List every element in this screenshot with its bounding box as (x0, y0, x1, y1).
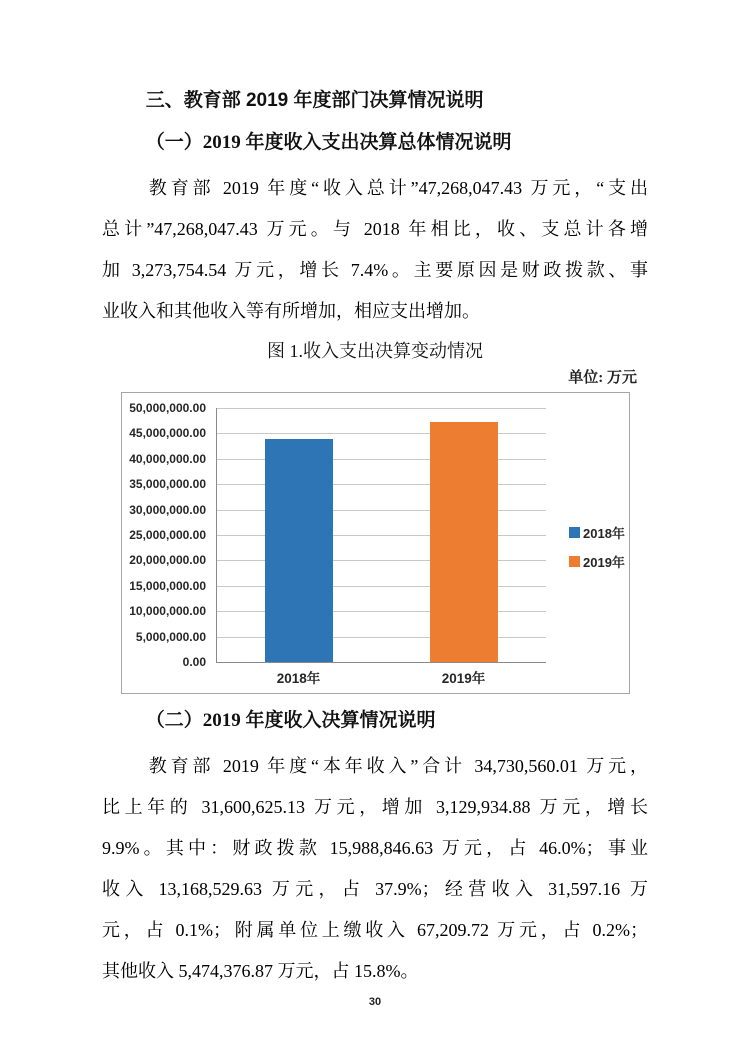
paragraph-line: 教育部 2019 年度“收入总计”47,268,047.43 万元，“支出 (148, 178, 648, 198)
bar-2018年 (265, 439, 333, 662)
paragraph-line: 加 3,273,754.54 万元，增长 7.4%。主要原因是财政拨款、事 (102, 260, 648, 280)
paragraph-2 (102, 746, 648, 992)
y-axis-tick-label: 35,000,000.00 (129, 477, 206, 492)
bar-2019年 (430, 422, 498, 662)
legend-label: 2019年 (583, 555, 625, 570)
gridline (216, 408, 546, 409)
legend (569, 523, 625, 571)
y-axis-tick-label: 30,000,000.00 (129, 502, 206, 517)
x-axis-label: 2019年 (441, 671, 486, 686)
y-axis-tick-label: 20,000,000.00 (129, 553, 206, 568)
paragraph-line: 元，占 0.1%；附属单位上缴收入 67,209.72 万元，占 0.2%； (102, 920, 648, 940)
legend-swatch-2019年 (569, 556, 580, 567)
x-axis-line (216, 662, 546, 663)
y-axis-tick-label: 10,000,000.00 (129, 604, 206, 619)
y-axis-tick-label: 50,000,000.00 (129, 401, 206, 415)
y-axis-tick-label: 5,000,000.00 (135, 629, 206, 644)
paragraph-line: 其他收入 5,474,376.87 万元，占 15.8%。 (102, 961, 419, 981)
y-axis-tick-label: 0.00 (182, 655, 206, 669)
paragraph-1 (102, 168, 648, 332)
y-axis-tick-label: 40,000,000.00 (129, 451, 206, 466)
y-axis-tick-label: 45,000,000.00 (129, 426, 206, 441)
subsection-1-heading: （一）2019 年度收入支出决算总体情况说明 (145, 132, 512, 153)
subsection-2-heading: （二）2019 年度收入决算情况说明 (145, 710, 436, 731)
y-axis-line (216, 408, 217, 662)
paragraph-line: 比上年的 31,600,625.13 万元，增加 3,129,934.88 万元，增长 (102, 797, 648, 817)
x-axis-label: 2018年 (276, 671, 321, 686)
figure-chart (121, 392, 630, 694)
legend-item (569, 523, 625, 542)
legend-item (569, 552, 625, 571)
paragraph-line: 收入 13,168,529.63 万元，占 37.9%；经营收入 31,597.16 万 (102, 879, 648, 899)
section-title: 三、教育部 2019 年度部门决算情况说明 (145, 90, 484, 111)
y-axis-tick-label: 25,000,000.00 (129, 528, 206, 542)
legend-swatch-2018年 (569, 527, 580, 538)
paragraph-line: 9.9%。其中：财政拨款 15,988,846.63 万元，占 46.0%；事业 (102, 838, 648, 858)
page-number: 30 (368, 996, 382, 1008)
paragraph-line: 教育部 2019 年度“本年收入”合计 34,730,560.01 万元， (148, 756, 648, 776)
legend-label: 2018年 (583, 526, 625, 541)
paragraph-line: 业收入和其他收入等有所增加，相应支出增加。 (102, 301, 480, 321)
figure-caption: 图 1.收入支出决算变动情况 (267, 341, 483, 361)
y-axis-tick-label: 15,000,000.00 (129, 578, 206, 593)
unit-label: 单位: 万元 (568, 370, 637, 386)
paragraph-line: 总计”47,268,047.43 万元。与 2018 年相比，收、支总计各增 (102, 219, 648, 239)
